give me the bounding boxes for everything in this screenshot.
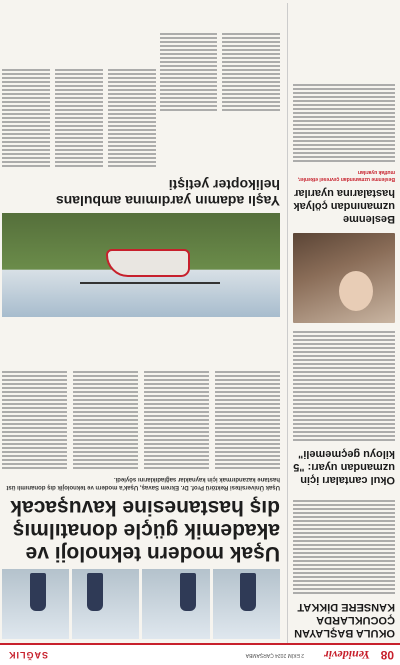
interview-body bbox=[288, 327, 400, 445]
nutritionist-portrait bbox=[293, 233, 395, 323]
helicopter-headline: Yaşlı adamın yardımına ambulans helikopter yetişti bbox=[55, 177, 280, 209]
helicopter-story-body bbox=[2, 9, 156, 169]
main-headline: Uşak modern teknoloji ve akademik güçle donatılmış dış hastanesine kavuşacak bbox=[10, 496, 280, 565]
hospital-photo bbox=[213, 569, 280, 639]
sidebar-top-headline: OKULA BAŞLAYAN ÇOCUKLARDA KANSERE DİKKAT bbox=[294, 601, 395, 639]
main-story-continued bbox=[160, 9, 280, 113]
sidebar-bottom-body bbox=[288, 80, 400, 166]
main-deck: Uşak Üniversitesi Rektörü Prof. Dr. Ekrem Savaş, Uşak'a modern ve teknolojik dış donanımlı üst hastane kazandırmak için kaynaklar sağladıklarını söyledi. bbox=[6, 476, 280, 490]
page-number: 08 bbox=[380, 648, 394, 662]
section-label: SAĞLIK bbox=[8, 650, 49, 660]
newspaper-logo: Yenidevir bbox=[324, 648, 370, 662]
sidebar-bottom-headline: Beslenme uzmanından çölyak hastalarına uyarılar bbox=[293, 187, 395, 225]
main-column bbox=[0, 3, 286, 643]
helicopter-photo bbox=[2, 213, 280, 317]
masthead bbox=[0, 643, 400, 665]
issue-date: 2 EKİM 2024 ÇARŞAMBA bbox=[245, 652, 304, 658]
sidebar-bottom-subhead: Beslenme uzmanından çevresel etkenler, mutfak uyarıları bbox=[297, 169, 395, 182]
main-story-body bbox=[2, 321, 280, 471]
interview-headline: Okul cantaları için uzmandan uyarı: "5 kiloyu geçmemeli" bbox=[293, 448, 395, 486]
left-column bbox=[287, 3, 400, 643]
hospital-photo-strip bbox=[2, 569, 280, 639]
sidebar-top-body bbox=[288, 496, 400, 598]
hospital-photo bbox=[143, 569, 210, 639]
hospital-photo bbox=[72, 569, 139, 639]
hospital-photo bbox=[2, 569, 69, 639]
